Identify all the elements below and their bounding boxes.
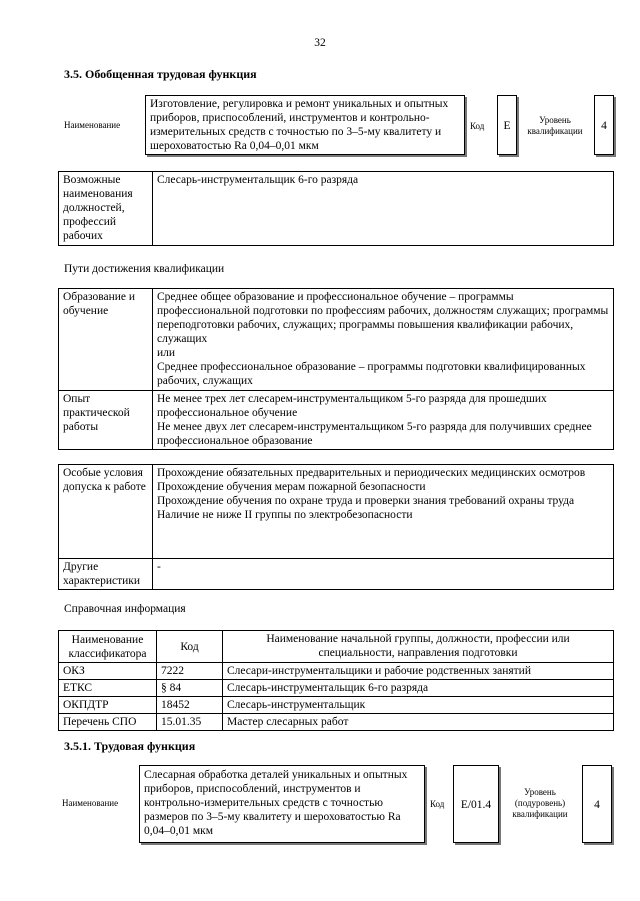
experience-value xyxy=(153,391,614,450)
tf-name-value: Слесарная обработка деталей уникальных и опытных приборов, приспособлений, инструментов и контрольно-измерительных средств с точностью размеров по 3–5-му квалитету и шероховатостью Ra 0,04–0,01 мкм xyxy=(139,765,425,843)
special-line: Прохождение обязательных предварительных и периодических медицинских осмотров xyxy=(157,467,586,479)
table-row xyxy=(59,697,614,714)
ref-cell: 18452 xyxy=(157,697,223,714)
positions-value: Слесарь-инструментальщик 6-го разряда xyxy=(153,172,614,246)
special-label: Особые условия допуска к работе xyxy=(59,465,153,559)
ref-cell: Слесарь-инструментальщик xyxy=(223,697,614,714)
page-number: 32 xyxy=(314,37,326,49)
special-table xyxy=(58,464,614,590)
positions-table xyxy=(58,171,614,246)
tf-level-value: 4 xyxy=(582,765,612,843)
ref-header-code: Код xyxy=(157,631,223,663)
ref-title: Справочная информация xyxy=(64,603,186,615)
gtf-level-value: 4 xyxy=(594,95,614,155)
section-title: 3.5. Обобщенная трудовая функция xyxy=(64,67,257,81)
ref-cell: Слесарь-инструментальщик 6-го разряда xyxy=(223,680,614,697)
tf-code-value: E/01.4 xyxy=(453,765,499,843)
tf-code-label: Код xyxy=(430,799,445,809)
education-line: Среднее общее образование и профессиональное обучение – программы профессиональной подготовки по профессиям рабочих, должностям служащих; программы переподготовки рабочих, служащих; программы повышения квалификации рабочих, служащих xyxy=(157,291,609,345)
tf-name-label: Наименование xyxy=(62,798,119,808)
education-value xyxy=(153,289,614,391)
special-line: Прохождение обучения по охране труда и проверки знания требований охраны труда xyxy=(157,495,575,507)
gtf-code-value: E xyxy=(497,95,517,155)
ways-title: Пути достижения квалификации xyxy=(64,263,225,275)
table-row xyxy=(59,714,614,731)
gtf-level-label: Уровень квалификации xyxy=(527,115,583,136)
special-line: Прохождение обучения мерам пожарной безопасности xyxy=(157,481,426,493)
ref-cell: ЕТКС xyxy=(59,680,157,697)
special-value xyxy=(153,465,614,559)
ref-cell: ОКЗ xyxy=(59,663,157,680)
ref-table xyxy=(58,630,614,731)
ref-header-classifier: Наименование классификатора xyxy=(59,631,157,663)
table-row xyxy=(59,680,614,697)
ref-header-name: Наименование начальной группы, должности, профессии или специальности, направления подготовки xyxy=(223,631,614,663)
education-table xyxy=(58,288,614,450)
ref-cell: Слесари-инструментальщики и рабочие родственных занятий xyxy=(223,663,614,680)
ref-cell: Мастер слесарных работ xyxy=(223,714,614,731)
experience-label: Опыт практической работы xyxy=(59,391,153,450)
gtf-name-label: Наименование xyxy=(64,120,121,130)
table-row xyxy=(59,663,614,680)
ref-cell: ОКПДТР xyxy=(59,697,157,714)
education-line: или xyxy=(157,347,176,359)
education-label: Образование и обучение xyxy=(59,289,153,391)
gtf-code-label: Код xyxy=(470,121,485,131)
ref-cell: 7222 xyxy=(157,663,223,680)
special-line: Наличие не ниже II группы по электробезопасности xyxy=(157,509,413,521)
tf-level-label: Уровень (подуровень) квалификации xyxy=(512,787,568,819)
tf-title: 3.5.1. Трудовая функция xyxy=(64,739,196,753)
education-line: Среднее профессиональное образование – программы подготовки квалифицированных рабочих, служащих xyxy=(157,361,586,387)
experience-line: Не менее двух лет слесарем-инструментальщиком 5-го разряда для получивших среднее профессиональное образование xyxy=(157,421,592,447)
other-value: - xyxy=(153,559,614,590)
positions-label: Возможные наименования должностей, профессий рабочих xyxy=(59,172,153,246)
ref-cell: 15.01.35 xyxy=(157,714,223,731)
gtf-name-value: Изготовление, регулировка и ремонт уникальных и опытных приборов, приспособлений, инструментов и контрольно-измерительных средств с точностью по 3–5-му квалитету и шероховатостью Ra 0,04–0,01 мкм xyxy=(145,95,465,155)
other-label: Другие характеристики xyxy=(59,559,153,590)
ref-cell: § 84 xyxy=(157,680,223,697)
ref-cell: Перечень СПО xyxy=(59,714,157,731)
experience-line: Не менее трех лет слесарем-инструментальщиком 5-го разряда для прошедших профессиональное обучение xyxy=(157,393,547,419)
